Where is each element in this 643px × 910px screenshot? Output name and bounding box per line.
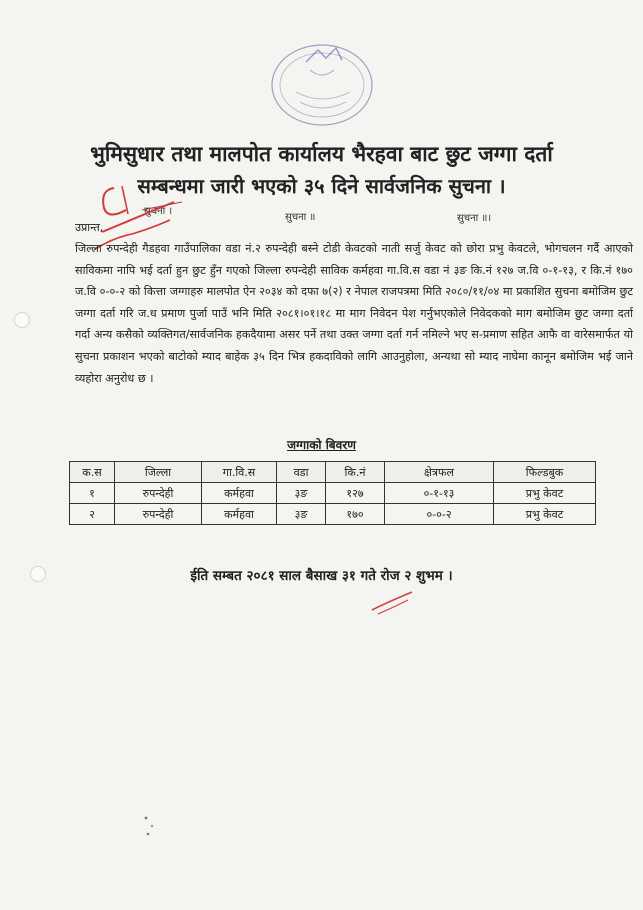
office-seal: [266, 40, 378, 130]
suchana-mark: सुचना ।: [144, 206, 173, 217]
notice-title-line2: सम्बन्धमा जारी भएको ३५ दिने सार्वजनिक सुचना ।: [137, 174, 506, 198]
table-cell: ०-१-१३: [385, 483, 494, 504]
suchana-mark: सुचना ॥: [285, 212, 316, 223]
column-header: फिल्डबुक: [494, 462, 596, 483]
table-cell: १७०: [326, 504, 385, 525]
column-header: जिल्ला: [115, 462, 202, 483]
column-header: गा.वि.स: [202, 462, 277, 483]
table-header-row: [70, 462, 596, 483]
punch-hole: [14, 312, 30, 328]
table-cell: प्रभु केवट: [494, 504, 596, 525]
land-table-heading: जग्गाको बिवरण: [287, 438, 356, 452]
table-cell: रुपन्देही: [115, 504, 202, 525]
table-cell: कर्महवा: [202, 504, 277, 525]
table-cell: १: [70, 483, 115, 504]
column-header: क.स: [70, 462, 115, 483]
closing-line: ईति सम्बत २०८१ साल बैसाख ३१ गते रोज २ शुभम ।: [190, 568, 453, 584]
salutation: उप्रान्त,: [75, 221, 104, 234]
column-header: वडा: [277, 462, 326, 483]
table-cell: ३ङ: [277, 483, 326, 504]
column-header: कि.नं: [326, 462, 385, 483]
column-header: क्षेत्रफल: [385, 462, 494, 483]
notice-body: जिल्ला रुपन्देही गैडहवा गाउँपालिका वडा नं.२ रुपन्देही बस्ने टोडी केवटको नाती सर्जु केवट को छोरा प्रभु केवटले, भोगचलन गर्दै आएको साविकमा नापि भई दर्ता हुन छुट हुँन गएको जिल्ला रुपन्देही साविक कर्महवा गा.वि.स वडा नं ३ङ कि.नं १२७ ज.वि ०-१-१३, र कि.नं १७० ज.वि ०-०-२ को कित्ता जग्गाहरु मालपोत ऐन २०३४ को दफा ७(२) र नेपाल राजपत्रमा मिति २०८०/११/०४ मा प्रकाशित सुचना बमोजिम छुट जग्गा दर्ता गरि ज.ध प्रमाण पुर्जा पाउँ भनि मिति २०८१।०१।१८ मा माग निवेदन पेश गर्नुभएकोले निवेदकको माग बमोजिम छुट जग्गा दर्ता गर्दा अन्य कसैको व्यक्तिगत/सार्वजनिक हकदैयामा असर पर्ने तथा उक्त जग्गा दर्ता गर्न नमिल्ने भए स-प्रमाण सहित आफै वा वारेसमार्फत यो सुचना प्रकाशन भएको बाटोको म्याद बाहेक ३५ दिन भित्र हकदाविको लागि आउनुहोला, अन्यथा सो म्याद नाघेमा कानून बमोजिम भई जाने व्यहोरा अनुरोध छ ।: [75, 242, 633, 385]
paper-speck: [140, 812, 164, 842]
table-row: [70, 504, 596, 525]
notice-title-line1: भुमिसुधार तथा मालपोत कार्यालय भैरहवा बाट छुट जग्गा दर्ता: [90, 142, 553, 166]
table-cell: ३ङ: [277, 504, 326, 525]
table-cell: १२७: [326, 483, 385, 504]
table-cell: प्रभु केवट: [494, 483, 596, 504]
table-cell: २: [70, 504, 115, 525]
table-row: [70, 483, 596, 504]
table-cell: कर्महवा: [202, 483, 277, 504]
suchana-mark: सुचना ॥।: [457, 213, 492, 224]
land-details-table: [69, 461, 596, 525]
table-cell: रुपन्देही: [115, 483, 202, 504]
table-cell: ०-०-२: [385, 504, 494, 525]
red-signature-mark: [368, 588, 418, 616]
